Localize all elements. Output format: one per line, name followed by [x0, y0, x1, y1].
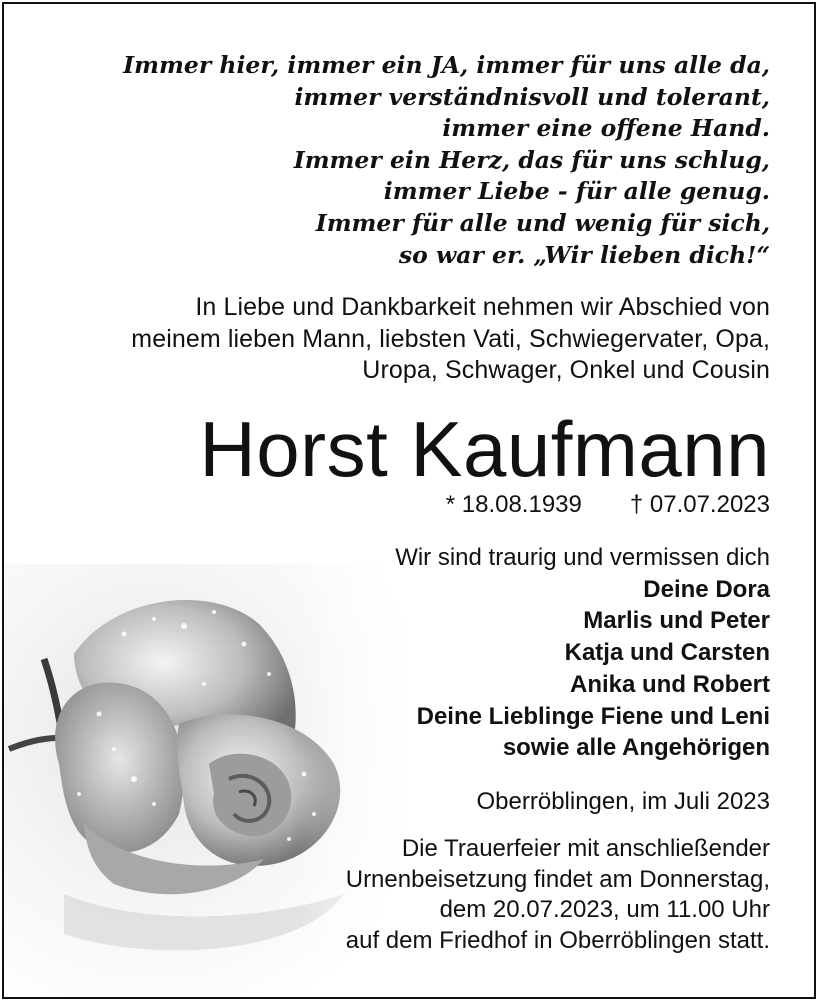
service-line: Urnenbeisetzung findet am Donnerstag,: [345, 865, 770, 893]
life-dates: [446, 490, 770, 520]
poem-line: Immer hier, immer ein JA, immer für uns alle da,: [123, 51, 770, 79]
poem-line: Immer ein Herz, das für uns schlug,: [293, 145, 770, 174]
obituary-card: [2, 2, 816, 999]
family-member: sowie alle Angehörigen: [502, 734, 770, 762]
poem-line: immer Liebe - für alle genug.: [383, 177, 770, 206]
family-member: Marlis und Peter: [583, 607, 770, 635]
service-line: auf dem Friedhof in Oberröblingen statt.: [345, 926, 770, 954]
funeral-service-info: [346, 834, 770, 956]
mourners-block: [395, 542, 770, 764]
death-date: † 07.07.2023: [629, 491, 770, 518]
family-member: Deine Lieblinge Fiene und Leni: [416, 702, 770, 730]
poem-line: so war er. „Wir lieben dich!“: [398, 240, 770, 269]
mourning-line: Wir sind traurig und vermissen dich: [395, 544, 770, 571]
family-member: Deine Dora: [643, 575, 770, 603]
deceased-name: Horst Kaufmann: [199, 405, 770, 493]
poem-line: immer verständnisvoll und tolerant,: [294, 82, 770, 111]
family-member: Katja und Carsten: [564, 639, 770, 667]
service-line: dem 20.07.2023, um 11.00 Uhr: [439, 896, 770, 923]
family-member: Anika und Robert: [569, 670, 770, 698]
intro-line: Uropa, Schwager, Onkel und Cousin: [362, 356, 770, 385]
intro-line: In Liebe und Dankbarkeit nehmen wir Abschied von: [195, 293, 770, 321]
service-line: Die Trauerfeier mit anschließender: [401, 835, 770, 862]
place-date: Oberröblingen, im Juli 2023: [476, 788, 770, 815]
poem-line: immer eine offene Hand.: [442, 114, 770, 143]
birth-date: * 18.08.1939: [445, 491, 582, 518]
farewell-intro: [131, 292, 770, 387]
memorial-poem: [123, 50, 770, 271]
intro-line: meinem lieben Mann, liebsten Vati, Schwiegervater, Opa,: [131, 324, 770, 353]
poem-line: Immer für alle und wenig für sich,: [315, 208, 770, 237]
